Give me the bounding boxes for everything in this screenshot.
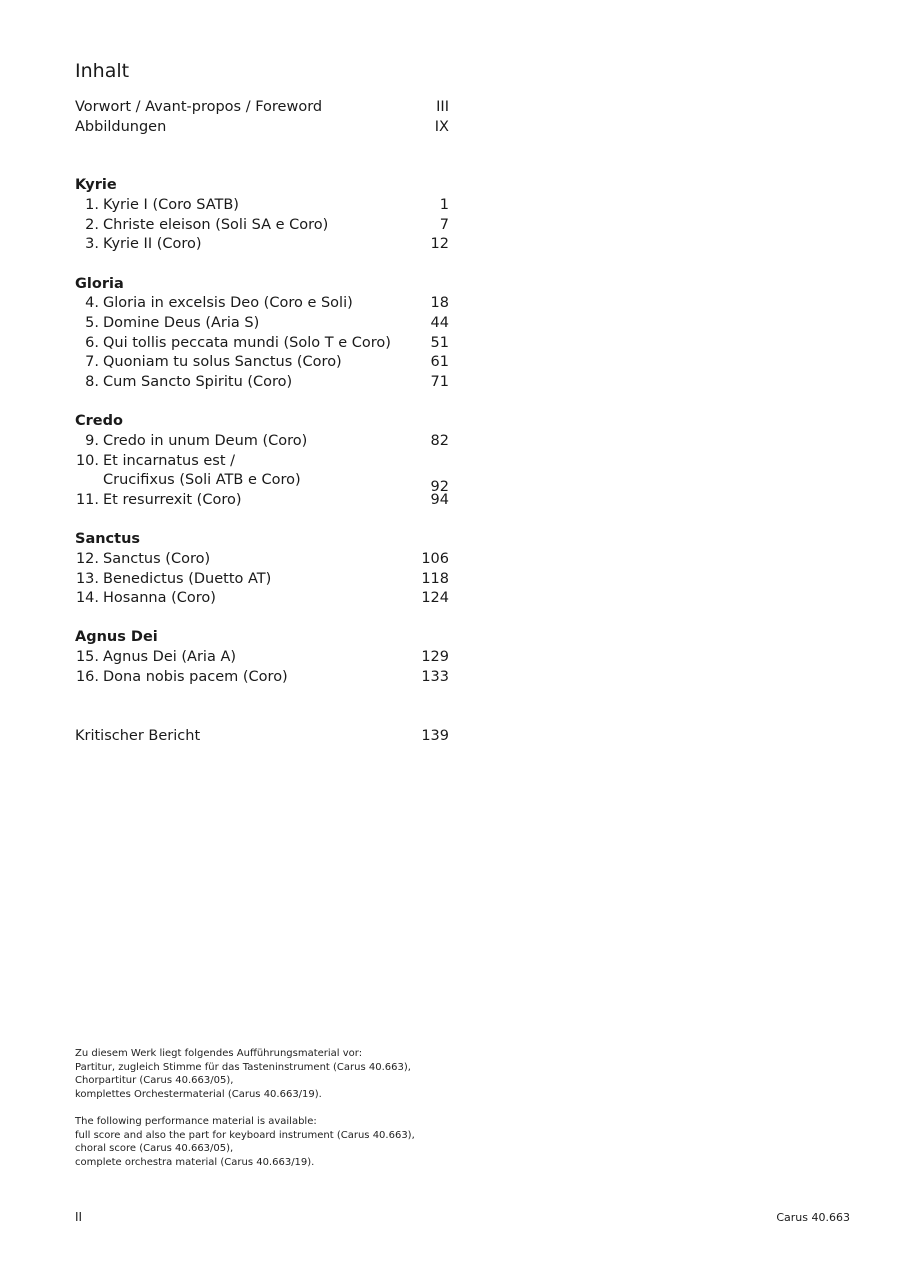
toc-entry-label: Et incarnatus est / [103, 452, 236, 469]
toc-entry [75, 353, 449, 373]
toc-entry-illustrations [75, 118, 449, 138]
toc-entry-label: Christe eleison (Soli SA e Coro) [103, 216, 329, 233]
toc-entry-foreword [75, 98, 449, 118]
toc-entry-number: 8. [85, 374, 99, 391]
toc-entry [75, 491, 449, 511]
toc-entry-label: Kritischer Bericht [75, 727, 201, 744]
toc-entry [75, 668, 449, 688]
toc-entry-page: 133 [421, 668, 449, 685]
toc-entry [75, 216, 449, 236]
toc-entry-number: 15. [75, 649, 99, 666]
toc-entry [75, 570, 449, 590]
note-line: Zu diesem Werk liegt folgendes Aufführungsmaterial vor: [75, 1048, 363, 1059]
toc-entry-number: 10. [75, 452, 99, 469]
toc-entry-label: Kyrie II (Coro) [103, 236, 202, 253]
toc-entry-number: 1. [85, 197, 99, 214]
note-line: komplettes Orchestermaterial (Carus 40.663/19). [75, 1088, 322, 1100]
toc-entry-label: Agnus Dei (Aria A) [103, 649, 237, 666]
toc-entry [75, 294, 449, 314]
toc-entry-label: Kyrie I (Coro SATB) [103, 197, 239, 214]
toc-entry-page: III [436, 99, 449, 115]
toc-entry-page: 118 [421, 570, 449, 587]
toc-entry-number: 9. [85, 432, 99, 449]
toc-entry-label: Et resurrexit (Coro) [103, 492, 242, 508]
toc-entry-label: Cum Sancto Spiritu (Coro) [103, 374, 293, 391]
toc-entry-label: Quoniam tu solus Sanctus (Coro) [103, 354, 342, 371]
toc-entry-page: IX [434, 118, 449, 135]
toc-entry-number: 11. [75, 492, 99, 508]
page-number: II [75, 1210, 83, 1224]
toc-entry-page: 7 [439, 216, 449, 233]
toc-entry-label: Sanctus (Coro) [103, 550, 211, 567]
toc-entry-label: Qui tollis peccata mundi (Solo T e Coro) [103, 334, 391, 351]
toc-entry-label: Credo in unum Deum (Coro) [103, 432, 308, 449]
toc-entry-label: Domine Deus (Aria S) [103, 315, 260, 331]
note-line: full score and also the part for keyboard instrument (Carus 40.663), [75, 1129, 415, 1141]
page-title: Inhalt [75, 60, 130, 82]
catalog-number: Carus 40.663 [776, 1211, 850, 1224]
toc-entry-number: 4. [85, 295, 99, 312]
toc-entry-critical-report [75, 727, 449, 747]
toc-entry-label: Benedictus (Duetto AT) [103, 570, 272, 587]
toc-entry-page: 61 [430, 354, 449, 371]
toc-entry-page: 44 [430, 315, 449, 331]
section-title-agnus-dei: Agnus Dei [75, 629, 158, 646]
toc-entry [75, 432, 449, 452]
toc-entry-label: Dona nobis pacem (Coro) [103, 668, 288, 685]
section-title-gloria: Gloria [75, 275, 124, 292]
toc-entry-page: 139 [421, 727, 449, 744]
toc-entry-label: Crucifixus (Soli ATB e Coro) [103, 472, 301, 489]
toc-entry-number: 13. [75, 570, 99, 587]
toc-entry-number: 6. [85, 334, 99, 351]
toc-entry [75, 314, 449, 334]
toc-entry-label: Abbildungen [75, 118, 167, 135]
toc-entry [75, 648, 449, 668]
toc-entry [75, 334, 449, 354]
table-of-contents [75, 98, 449, 746]
toc-entry-label: Gloria in excelsis Deo (Coro e Soli) [103, 295, 353, 312]
toc-entry-number: 14. [75, 590, 99, 607]
toc-entry-label: Vorwort / Avant-propos / Foreword [75, 99, 323, 115]
toc-entry-page: 94 [430, 492, 449, 508]
toc-entry-number [75, 471, 99, 491]
toc-entry [75, 589, 449, 609]
toc-entry-page: 129 [421, 649, 449, 666]
toc-entry-page: 51 [430, 334, 449, 351]
toc-entry-page: 71 [430, 374, 449, 391]
toc-entry-page: 124 [421, 590, 449, 607]
toc-entry-number: 7. [85, 354, 99, 371]
note-line: complete orchestra material (Carus 40.663/19). [75, 1156, 315, 1168]
toc-entry [75, 550, 449, 570]
toc-entry-page: 1 [439, 197, 449, 214]
toc-entry-number: 3. [85, 236, 99, 253]
toc-entry-page: 12 [430, 236, 449, 253]
performance-material-note [75, 1047, 415, 1169]
toc-entry [75, 373, 449, 393]
toc-entry-page: 82 [430, 432, 449, 449]
section-title-kyrie: Kyrie [75, 177, 117, 194]
toc-entry-page: 92 [430, 479, 449, 496]
section-title-credo: Credo [75, 413, 123, 430]
toc-entry-number: 12. [75, 550, 99, 567]
toc-entry [75, 471, 449, 496]
toc-entry-number: 2. [85, 216, 99, 233]
note-line: choral score (Carus 40.663/05), [75, 1143, 234, 1155]
toc-entry-page: 18 [430, 295, 449, 312]
toc-entry-label: Hosanna (Coro) [103, 590, 216, 607]
section-title-sanctus: Sanctus [75, 531, 141, 548]
toc-entry-number: 16. [75, 668, 99, 685]
note-line: The following performance material is available: [75, 1115, 317, 1127]
toc-entry [75, 452, 449, 472]
toc-entry-number: 5. [85, 315, 99, 331]
toc-entry [75, 196, 449, 216]
note-line: Partitur, zugleich Stimme für das Tasteninstrument (Carus 40.663), [75, 1061, 411, 1073]
note-line: Chorpartitur (Carus 40.663/05), [75, 1075, 234, 1087]
toc-entry [75, 235, 449, 255]
toc-entry-page: 106 [421, 550, 449, 567]
